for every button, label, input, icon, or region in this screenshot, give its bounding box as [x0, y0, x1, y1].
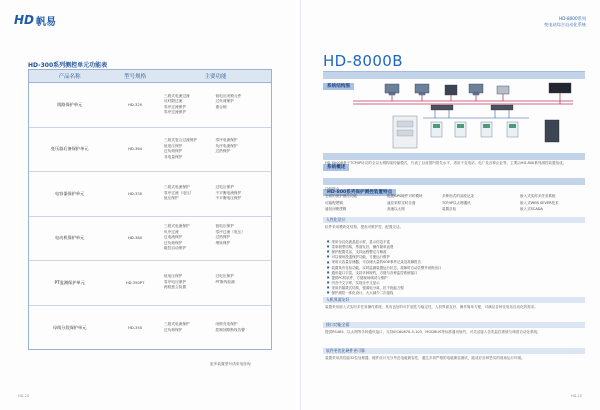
function-feature-item: 遥信闭锁逻辑	[325, 207, 347, 211]
function-item: 磁控启动保护	[163, 246, 187, 251]
function-item: 反时限过流	[163, 99, 183, 104]
function-item: 重合闸	[215, 104, 227, 109]
model-cell: HD-350	[128, 325, 143, 330]
function-item: 过电流保护	[163, 235, 183, 240]
series-label	[544, 16, 586, 27]
function-item: 两段独立装置	[163, 285, 187, 290]
function-item: 过电压保护	[215, 185, 234, 190]
function-item	[215, 286, 267, 290]
system-structure-diagram	[323, 80, 585, 150]
functions-cell	[160, 172, 271, 216]
comm-subhead: 接口功能全面	[323, 322, 585, 328]
feature-item: ■ 采用后插拔式结构，强弱电分离，抗干扰能力强	[327, 286, 583, 291]
feature-item: ■ 保护配置灵活，支持远程整定与修改	[327, 250, 583, 255]
function-table	[28, 69, 272, 350]
logo-mark-icon: HD	[14, 13, 35, 27]
model-cell: HD-364	[128, 147, 143, 152]
function-item	[215, 156, 267, 160]
network-switch-icon	[491, 105, 513, 110]
header-product-name: 产品名称	[58, 74, 81, 80]
function-item: 堵转保护	[215, 240, 231, 245]
feature-item: ■ 装置具有自检功能，实时监测装置运行状态，故障时自动告警并闭锁出口	[327, 266, 583, 271]
function-feature-item: 嵌入式SCADA	[520, 207, 543, 211]
model-cell: HD-320	[128, 102, 143, 107]
feature-item: ■ 采用大容量存储器，可存储大量的SOE事件记录及故障报告	[327, 260, 583, 265]
table-row	[29, 261, 271, 306]
model-cell: HD-350PT	[125, 280, 145, 285]
feature-item: ■ 菜单树型结构，界面友好，操作简单直观	[327, 245, 583, 250]
function-item: 过电压保护	[215, 274, 234, 279]
function-item: 控制回路断线告警	[215, 327, 245, 332]
function-item: 零序电压保护	[163, 279, 187, 284]
functions-subhead: 功能特点	[325, 187, 340, 191]
function-item: 低压保护	[163, 196, 179, 201]
overview-text: HD-8000B基于TCP/IP协议的全以太网构架传输模式，代表了目前国内领先水平，适用于变电站、电厂及各种企业等，主要由HD-800系列测控装置组成。	[325, 161, 567, 165]
functions-cell	[160, 306, 271, 351]
header-model: 型号规格	[124, 74, 147, 80]
function-item: PT断线检测	[215, 279, 235, 284]
function-item: 闭锁充电保护	[215, 322, 238, 327]
function-feature-item: TCP/IP以太网通讯	[442, 200, 471, 205]
workstation-stand-icon	[419, 93, 425, 95]
hardware-subhead: 软件更优化硬件更可靠	[323, 348, 585, 354]
function-item: 零序过流保护	[163, 104, 187, 109]
feature-item: ■ 可以现场投退保护功能，方便运行维护	[327, 255, 583, 260]
product-name-cell: 电容器保护单元	[54, 190, 85, 196]
function-item: 负序过流	[163, 229, 179, 234]
function-feature-item: 嵌入式WEB SEVER技术	[520, 200, 559, 205]
feature-item: ■ 内含中文字库，实现全中文显示	[327, 281, 583, 286]
function-item: 低电压保护	[163, 143, 183, 148]
network-switch-icon	[431, 105, 453, 110]
product-title: HD-8000B	[323, 52, 403, 70]
workstation-monitor-icon	[415, 84, 429, 93]
printer-icon	[497, 86, 509, 94]
function-item: 零序过流保护	[163, 110, 187, 115]
feature-item: ■ 提供PC机软件，方便现场调试与维护	[327, 276, 583, 281]
function-item: 不平衡电压保护	[215, 196, 242, 201]
product-name-cell: PT监测保护单元	[54, 279, 85, 285]
function-item	[215, 247, 267, 251]
function-item: 零序电流保护	[215, 138, 238, 143]
table-row	[29, 128, 271, 173]
terminal-unit-icon	[545, 120, 559, 142]
section-structure-label: 系统结构图	[323, 83, 354, 90]
right-page	[300, 0, 600, 410]
structure-note: 软件采用模块化结构，提高可维护性，配置灵活。	[325, 225, 404, 229]
workstation-stand-icon	[389, 93, 395, 95]
functions-cell	[160, 261, 271, 305]
function-item: 三段式电流保护	[163, 322, 190, 327]
functions-cell	[160, 217, 271, 261]
function-item: 三段式电流过流	[163, 93, 190, 98]
feature-item: ■ 采用全汉化液晶显示屏，显示信息丰富	[327, 240, 583, 245]
op-subhead: 人机界面友好	[323, 297, 585, 303]
function-item: 不平衡电流保护	[215, 190, 242, 195]
function-feature-item: 嵌入式实时多任务系统	[520, 194, 556, 198]
feature-item: ■ 通讯接口丰富，支持多种规约，方便与各种监控系统接口	[327, 271, 583, 276]
table-row	[29, 217, 271, 262]
function-item: 过热保护	[215, 149, 231, 154]
comm-text: 提供RS485、以太网等多种通讯接口，支持IEC60870-5-103、MODBUS等标准通讯规约，可灵活接入各类监控系统与调度自动化系统。	[325, 330, 541, 334]
table-header	[29, 70, 271, 83]
server-icon	[445, 85, 457, 95]
product-name-cell: 电动机保护单元	[54, 235, 85, 241]
function-item: 负序电流保护	[215, 143, 238, 148]
table-row	[29, 83, 271, 128]
function-item: 非电量保护	[163, 154, 183, 159]
function-item: 过负荷保护	[163, 240, 183, 245]
table-note: 更多装置型号请来电咨询	[210, 362, 251, 366]
functions-cell	[160, 128, 271, 172]
series-description: 变电站综合自动化系统	[544, 21, 586, 27]
gps-clock-icon	[549, 83, 571, 93]
product-name-cell: 线路保护单元	[57, 101, 83, 107]
workstation-stand-icon	[473, 93, 479, 95]
section-structure	[323, 72, 585, 89]
feature-item: ■ 保护测控一体化设计，大大减少二次接线	[327, 291, 583, 296]
network-diagram-svg	[323, 80, 585, 150]
product-name-cell: 变压器后备保护单元	[50, 146, 89, 152]
page-number-right: HD-25	[570, 394, 582, 398]
table-row	[29, 172, 271, 217]
product-name-cell: 母线分段保护单元	[52, 324, 87, 330]
function-feature-item: 装置自检	[442, 207, 457, 211]
function-feature-item: 遥信采样实时全面	[387, 200, 416, 205]
model-cell: HD-380	[128, 236, 143, 241]
feature-subhead: 人性化设计	[323, 217, 585, 223]
function-item: 过负荷保护	[163, 149, 183, 154]
function-item: 零序过流（电压）	[215, 229, 245, 234]
function-item: 低电压保护	[163, 274, 183, 279]
table-row	[29, 306, 271, 351]
function-feature-item: 高速以太网	[387, 207, 405, 211]
function-item: 三段式电流保护	[163, 185, 190, 190]
section-functions-label: HD-800系列保护测控装置特点	[323, 189, 396, 196]
function-item: 过负荷保护	[163, 327, 183, 332]
function-feature-item: 配置GPS硬件对时模块	[387, 194, 423, 198]
function-feature-item: 多种形式的录波记录	[442, 194, 474, 198]
series-code: HD-8000系列	[559, 16, 586, 21]
function-item: 低电压闭锁元件	[215, 93, 242, 98]
hardware-text: 装置采用高性能32位处理器，硬件设计充分考虑电磁兼容性，通过多项严格的电磁兼容测试，能适应各种恶劣的现场运行环境。	[325, 356, 525, 360]
workstation-monitor-icon	[469, 84, 483, 93]
function-item: 过负荷保护	[215, 99, 234, 104]
function-grid	[325, 194, 583, 212]
workstation-monitor-icon	[385, 84, 399, 93]
model-cell: HD-330	[128, 191, 143, 196]
function-item: 三段式电流保护	[163, 224, 190, 229]
company-logo	[14, 10, 56, 30]
function-item: 过热保护	[215, 235, 231, 240]
function-feature-item: 可编程逻辑	[325, 200, 343, 205]
feature-list	[327, 240, 583, 296]
function-item: 低电压保护	[215, 224, 234, 229]
function-feature-item: 全面的保护测控功能	[325, 194, 357, 198]
function-item	[215, 111, 267, 115]
functions-cell	[160, 83, 271, 127]
op-text: 装置采用嵌入式实时多任务操作系统，具有良好的可扩展性与稳定性，人机界面友好，操作简单方便，可满足各种变电站自动化的需求。	[325, 305, 538, 309]
header-functions: 主要功能	[204, 74, 227, 80]
section-overview-label: 系统概述	[323, 164, 349, 171]
page-number-left: HD-24	[18, 394, 30, 398]
logo-text: 帆易	[36, 16, 56, 28]
function-item: 零序过流（电压）	[163, 190, 194, 195]
function-item: 三段式复合过流保护	[163, 138, 198, 143]
function-table-title: HD-300系列测控单元功能表	[28, 62, 108, 69]
